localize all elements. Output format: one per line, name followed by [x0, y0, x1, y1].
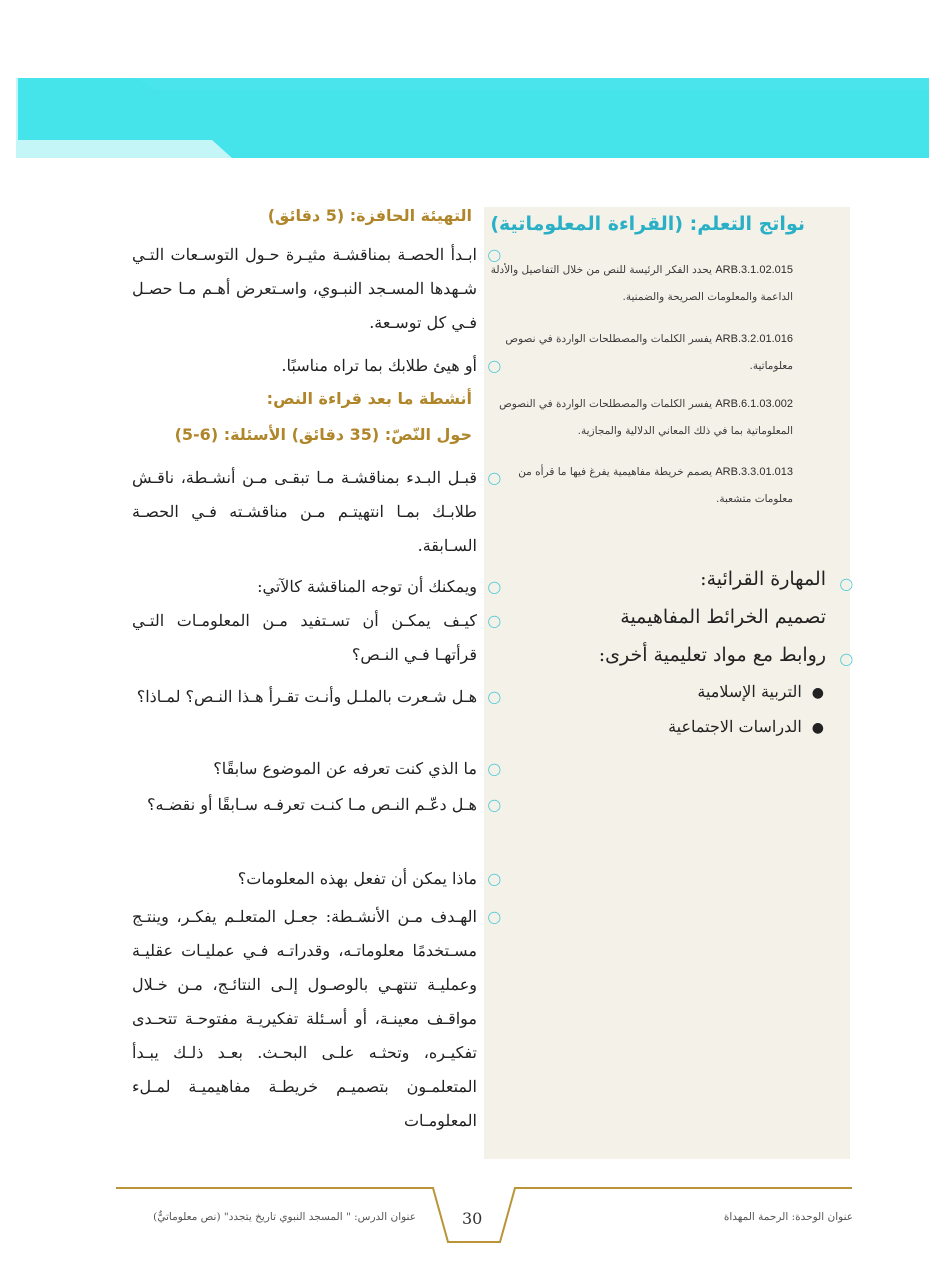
outcome-code: ARB.3.2.01.016: [715, 333, 793, 345]
discussion-question: ◯ ما الذي كنت تعرفه عن الموضوع سابقًا؟: [132, 752, 477, 786]
links-label: روابط مع مواد تعليمية أخرى:: [598, 644, 826, 666]
outcome-item: [483, 459, 793, 513]
ring-bullet-icon: ◯: [487, 580, 501, 594]
outcome-code: ARB.3.3.01.013: [715, 466, 793, 478]
ring-bullet-icon: ◯: [839, 652, 853, 666]
outcome-text: يفسر الكلمات والمصطلحات الواردة في نصوص معلوماتية.: [505, 333, 793, 372]
outcome-text: يفسر الكلمات والمصطلحات الواردة في النصوص المعلوماتية بما في ذلك المعاني الدلالية والمجازية.: [499, 398, 793, 437]
warmup-paragraph: ◯ ابـدأ الحصـة بمناقشـة مثيـرة حـول التوسـعات التـي شـهدها المسـجد النبـوي، واسـتعرض أهـم مـا حصـل فـي كل توسـعة.: [132, 238, 477, 340]
outcome-item: [483, 391, 793, 445]
outcome-item: [483, 326, 793, 380]
ring-bullet-icon: ◯: [487, 798, 501, 812]
reading-skill-label: المهارة القرائية:: [700, 568, 826, 590]
header-band: [16, 78, 929, 158]
discussion-question: ◯ كيـف يمكـن أن تسـتفيد مـن المعلومـات التـي قرأتهـا فـي النـص؟: [132, 604, 477, 672]
activities-goal-paragraph: ◯ الهـدف مـن الأنشـطة: جعـل المتعلـم يفكـر، وينتـج مسـتخدمًا معلوماتـه، وقدراتـه فـي عمليـات عقليـة وعمليـة تنتهـي بالوصـول إلـى النتائـج، مـن خـلال مواقـف معينـة، أو أسـئلة تفكيريـة مفتوحـة تتحـدى تفكيـره، وتحثـه علـى البحـث. بعـد ذلـك يبـدأ المتعلمـون بتصميـم خريطـة مفاهيميـة لمـلء المعلومـات: [132, 900, 477, 1138]
activity-paragraph: ◯ قبـل البـدء بمناقشـة مـا تبقـى مـن أنشـطة، ناقـش طلابـك بمـا انتهيتـم مـن مناقشـته فـي الحصـة السـابقة.: [132, 461, 477, 563]
link-item: ●الدراسات الاجتماعية: [668, 717, 824, 736]
ring-bullet-icon: ◯: [487, 614, 501, 628]
ring-bullet-icon: ◯: [839, 577, 853, 591]
ring-bullet-icon: ◯: [487, 359, 501, 373]
ring-bullet-icon: ◯: [487, 910, 501, 924]
ring-bullet-icon: ◯: [487, 872, 501, 886]
warmup-paragraph: ◯ أو هيئ طلابك بما تراه مناسبًا.: [132, 349, 477, 383]
outcome-code: ARB.6.1.03.002: [715, 398, 793, 410]
discussion-question: ◯ هـل شـعرت بالملـل وأنـت تقـرأ هـذا النـص؟ لمـاذا؟: [132, 680, 477, 714]
outcomes-title: نواتج التعلم: (القراءة المعلوماتية): [490, 213, 805, 235]
ring-bullet-icon: ◯: [487, 248, 501, 262]
outcome-text: يصمم خريطة مفاهيمية يفرغ فيها ما قرأه من معلومات متشعبة.: [518, 466, 793, 505]
bullet-dot-icon: ●: [811, 685, 824, 701]
reading-skill-value: تصميم الخرائط المفاهيمية: [620, 606, 826, 628]
bullet-dot-icon: ●: [811, 720, 824, 736]
ring-bullet-icon: ◯: [487, 471, 501, 485]
about-text-heading: حول النّصّ: (35 دقائق) الأسئلة: (6-5): [174, 425, 472, 444]
unit-title: عنوان الوحدة: الرحمة المهداة: [723, 1211, 853, 1223]
page-number: 30: [462, 1209, 483, 1228]
outcome-text: يحدد الفكر الرئيسة للنص من خلال التفاصيل والأدلة الداعمة والمعلومات الصريحة والضمنية.: [490, 264, 793, 303]
activity-paragraph: ◯ ويمكنك أن توجه المناقشة كالآتي:: [132, 570, 477, 604]
outcome-item: [483, 257, 793, 311]
discussion-question: ◯ هـل دعّـم النـص مـا كنـت تعرفـه سـابقًا أو نقضـه؟: [132, 788, 477, 822]
post-reading-heading: أنشطة ما بعد قراءة النص:: [266, 389, 472, 408]
lesson-title: عنوان الدرس: " المسجد النبوي تاريخ يتجدد" (نص معلوماتيٌّ): [153, 1211, 416, 1223]
link-item: ●التربية الإسلامية: [697, 682, 824, 701]
ring-bullet-icon: ◯: [487, 762, 501, 776]
outcome-code: ARB.3.1.02.015: [715, 264, 793, 276]
warmup-heading: التهيئة الحافزة: (5 دقائق): [267, 206, 472, 225]
ring-bullet-icon: ◯: [487, 690, 501, 704]
discussion-question: ◯ ماذا يمكن أن تفعل بهذه المعلومات؟: [132, 862, 477, 896]
